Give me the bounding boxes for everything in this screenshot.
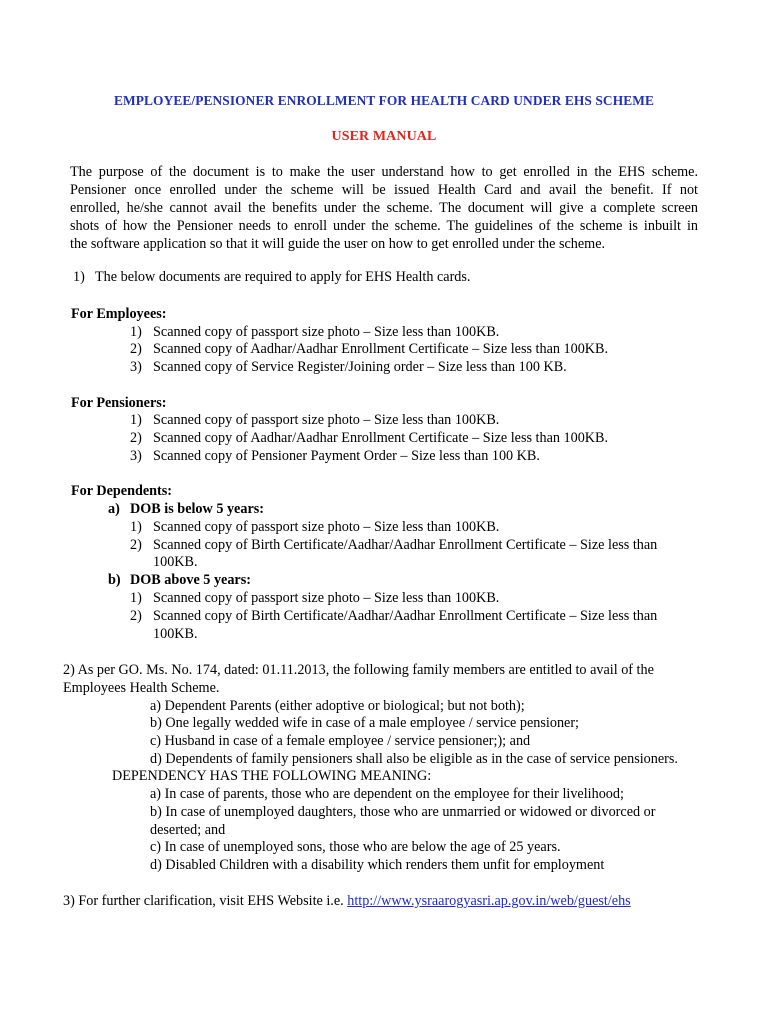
section3-text: 3) For further clarification, visit EHS Website i.e. [63, 893, 348, 909]
list-item-continuation: 100KB. [153, 554, 198, 570]
intro-line: Pensioner once enrolled under the scheme will be issued Health Card and avail the benefit. If not [70, 182, 698, 198]
intro-paragraph [70, 163, 698, 253]
list-number: 2) [130, 608, 142, 624]
list-number: 3) [130, 359, 142, 375]
list-number: 2) [130, 537, 142, 553]
list-item: Scanned copy of Birth Certificate/Aadhar/Aadhar Enrollment Certificate – Size less than [153, 608, 658, 624]
list-item: Scanned copy of passport size photo – Size less than 100KB. [153, 324, 500, 340]
intro-line: the software application so that it will guide the user on how to get enrolled under the scheme. [70, 236, 606, 252]
pensioners-heading: For Pensioners: [71, 395, 167, 411]
dependency-item: a) In case of parents, those who are dependent on the employee for their livelihood; [150, 786, 624, 802]
dependency-item: b) In case of unemployed daughters, those who are unmarried or widowed or divorced or [150, 804, 656, 820]
list-item: Scanned copy of Birth Certificate/Aadhar/Aadhar Enrollment Certificate – Size less than [153, 537, 658, 553]
intro-line: enrolled, he/she cannot avail the benefits under the scheme. The document will give a complete screen [70, 200, 698, 216]
list-number: 2) [130, 430, 142, 446]
section2-text: 2) As per GO. Ms. No. 174, dated: 01.11.2013, the following family members are entitled to avail of the [63, 662, 654, 678]
list-item: Scanned copy of passport size photo – Size less than 100KB. [153, 412, 500, 428]
dependency-item-continuation: deserted; and [150, 822, 226, 838]
dependency-item: c) In case of unemployed sons, those who are below the age of 25 years. [150, 839, 561, 855]
list-item: Scanned copy of Pensioner Payment Order – Size less than 100 KB. [153, 448, 540, 464]
list-item: Scanned copy of Aadhar/Aadhar Enrollment Certificate – Size less than 100KB. [153, 430, 609, 446]
list-item: Scanned copy of passport size photo – Size less than 100KB. [153, 519, 500, 535]
list-number: 1) [130, 324, 142, 340]
sublist-label: b) [108, 572, 121, 588]
section2-text: Employees Health Scheme. [63, 680, 220, 696]
list-number: 1) [130, 590, 142, 606]
dependency-item: d) Disabled Children with a disability which renders them unfit for employment [150, 857, 605, 873]
list-number: 1) [130, 412, 142, 428]
list-item: Scanned copy of Aadhar/Aadhar Enrollment Certificate – Size less than 100KB. [153, 341, 609, 357]
dependents-heading: For Dependents: [71, 483, 173, 499]
dependency-heading: DEPENDENCY HAS THE FOLLOWING MEANING: [112, 768, 432, 784]
list-number: 3) [130, 448, 142, 464]
document-subtitle: USER MANUAL [331, 129, 437, 144]
document-title: EMPLOYEE/PENSIONER ENROLLMENT FOR HEALTH CARD UNDER EHS SCHEME [113, 93, 655, 108]
list-number: 2) [130, 341, 142, 357]
dob-above-heading: DOB above 5 years: [130, 572, 251, 588]
employees-heading: For Employees: [71, 306, 167, 322]
section3-line [63, 892, 631, 910]
list-number: 1) [130, 519, 142, 535]
list-item: Scanned copy of passport size photo – Size less than 100KB. [153, 590, 500, 606]
list-item: Scanned copy of Service Register/Joining order – Size less than 100 KB. [153, 359, 567, 375]
dob-below-heading: DOB is below 5 years: [130, 501, 264, 517]
member-item: c) Husband in case of a female employee / service pensioner;); and [150, 733, 531, 749]
list-item-continuation: 100KB. [153, 626, 198, 642]
intro-line: The purpose of the document is to make the user understand how to get enrolled in the EHS scheme. [70, 164, 698, 180]
member-item: a) Dependent Parents (either adoptive or biological; but not both); [150, 698, 525, 714]
sublist-label: a) [108, 501, 120, 517]
ehs-website-link[interactable]: http://www.ysraarogyasri.ap.gov.in/web/guest/ehs [347, 893, 631, 909]
intro-line: shots of how the Pensioner needs to enroll under the scheme. The guidelines of the scheme is inbuilt in [70, 218, 698, 234]
member-item: d) Dependents of family pensioners shall also be eligible as in the case of service pensioners. [150, 751, 678, 767]
section1-number: 1) [73, 269, 85, 285]
member-item: b) One legally wedded wife in case of a male employee / service pensioner; [150, 715, 579, 731]
section1-text: The below documents are required to apply for EHS Health cards. [95, 269, 471, 285]
